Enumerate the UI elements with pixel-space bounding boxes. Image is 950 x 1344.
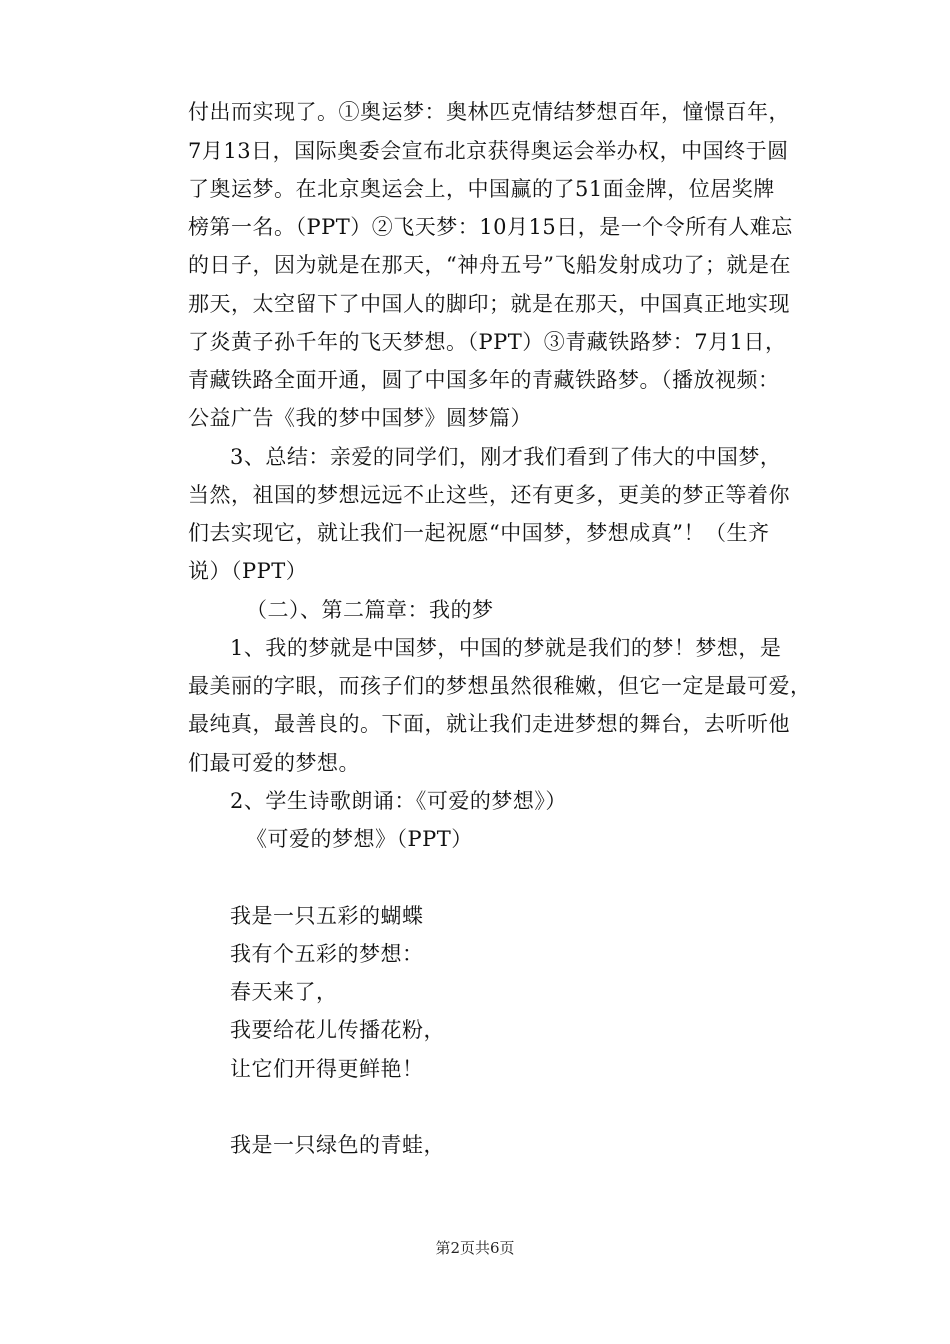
- page-number-footer: 第2页共6页: [435, 1239, 515, 1257]
- poem-line: 我是一只五彩的蝴蝶: [230, 904, 424, 928]
- body-line: 们去实现它，就让我们一起祝愿“中国梦，梦想成真”！（生齐: [188, 521, 770, 545]
- body-line: 7月13日，国际奥委会宣布北京获得奥运会举办权，中国终于圆: [188, 139, 789, 163]
- poem-line: 我要给花儿传播花粉，: [230, 1018, 445, 1042]
- poem-title: 《可爱的梦想》（PPT）: [246, 827, 473, 851]
- body-line: 的日子，因为就是在那天，“神舟五号”飞船发射成功了；就是在: [188, 253, 791, 277]
- body-line: 了奥运梦。在北京奥运会上，中国赢的了51面金牌，位居奖牌: [188, 177, 775, 201]
- section-heading: （二）、第二篇章：我的梦: [246, 598, 494, 622]
- poem-line: 让它们开得更鲜艳！: [230, 1057, 424, 1081]
- body-line: 们最可爱的梦想。: [188, 751, 360, 775]
- body-line: 2、学生诗歌朗诵：《可爱的梦想》）: [230, 789, 567, 813]
- summary-heading-line: 3、总结：亲爱的同学们，刚才我们看到了伟大的中国梦，: [230, 445, 782, 469]
- body-line: 了炎黄子孙千年的飞天梦想。（PPT）③青藏铁路梦：7月1日，: [188, 330, 787, 354]
- poem-line: 春天来了，: [230, 980, 338, 1004]
- body-line: 青藏铁路全面开通，圆了中国多年的青藏铁路梦。（播放视频：: [188, 368, 780, 392]
- poem-line: 我有个五彩的梦想：: [230, 942, 424, 966]
- body-line: 公益广告《我的梦中国梦》圆梦篇）: [188, 406, 532, 430]
- body-line: 当然，祖国的梦想远远不止这些，还有更多，更美的梦正等着你: [188, 483, 790, 507]
- body-line: 付出而实现了。①奥运梦：奥林匹克情结梦想百年，憧憬百年，: [188, 100, 790, 124]
- body-line: 1、我的梦就是中国梦，中国的梦就是我们的梦！梦想，是: [230, 636, 782, 660]
- body-line: 最美丽的字眼，而孩子们的梦想虽然很稚嫩，但它一定是最可爱，: [188, 674, 812, 698]
- body-line: 说）（PPT）: [188, 559, 308, 583]
- body-line: 最纯真，最善良的。下面，就让我们走进梦想的舞台，去听听他: [188, 712, 790, 736]
- poem-line: 我是一只绿色的青蛙，: [230, 1133, 445, 1157]
- body-line: 榜第一名。（PPT）②飞天梦：10月15日，是一个令所有人难忘: [188, 215, 793, 239]
- body-line: 那天，太空留下了中国人的脚印；就是在那天，中国真正地实现: [188, 292, 790, 316]
